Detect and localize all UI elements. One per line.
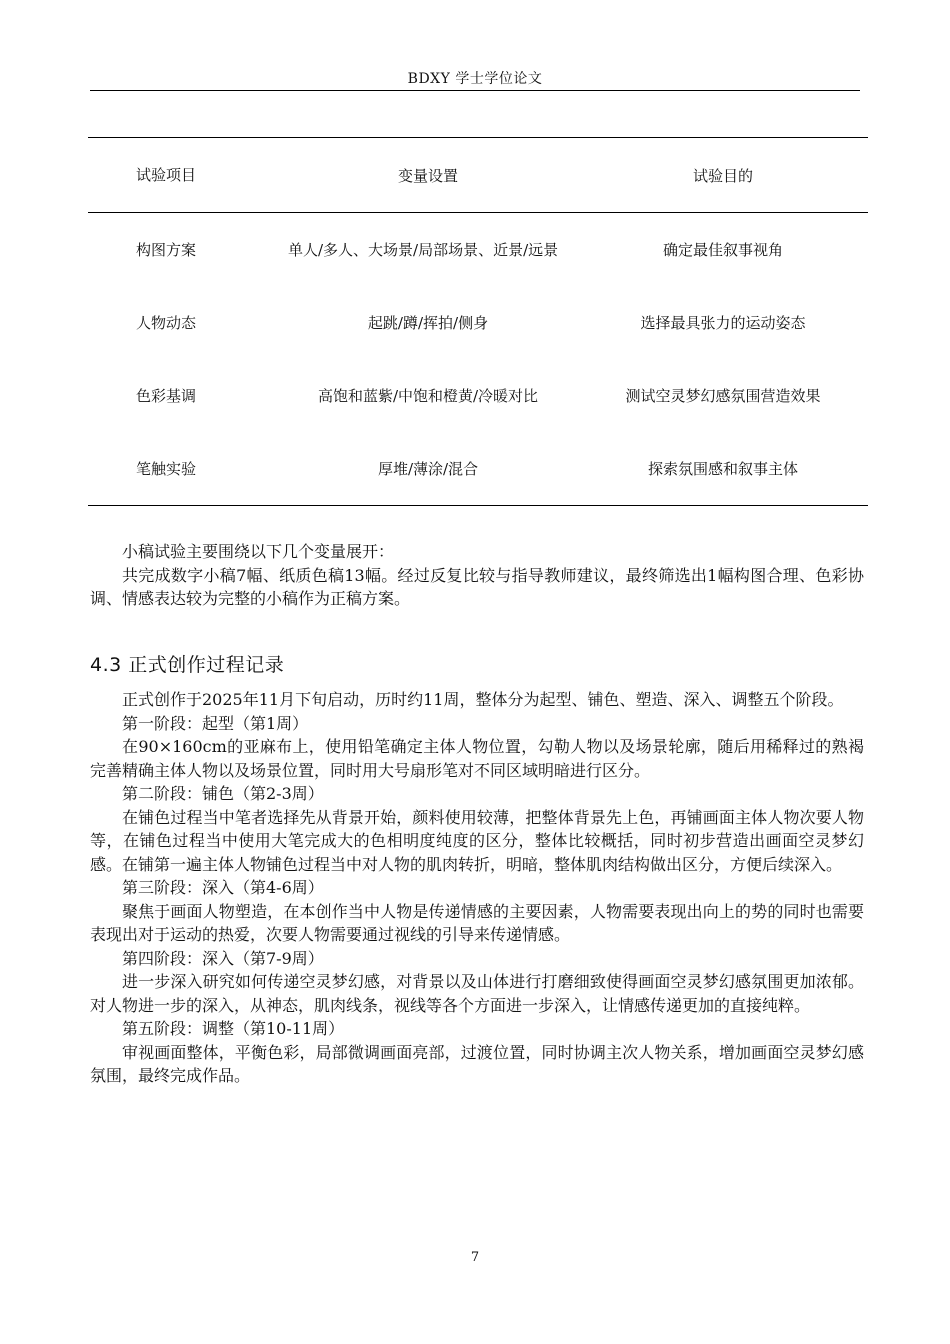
row-variables: 厚堆/薄涂/混合 [377,460,479,478]
page-number: 7 [470,1250,480,1265]
row-item: 构图方案 [136,240,197,259]
table-row [88,432,868,506]
experiment-table [88,137,858,506]
row-item: 色彩基调 [136,386,197,405]
row-variables: 高饱和蓝紫/中饱和橙黄/冷暖对比 [317,387,539,405]
header-item: 试验项目 [136,166,197,184]
section-body [90,688,864,1088]
stage-title: 第一阶段：起型（第1周） [122,713,309,733]
paragraph: 在90×160cm的亚麻布上，使用铅笔确定主体人物位置，勾勒人物以及场景轮廓，随后用稀释过的熟褐完善精确主体人物以及场景位置，同时用大号扇形笔对不同区域明暗进行区分。 [90,737,864,780]
paragraph: 小稿试验主要围绕以下几个变量展开： [122,542,395,561]
paragraph: 进一步深入研究如何传递空灵梦幻感，对背景以及山体进行打磨细致使得画面空灵梦幻感氛围更加浓郁。对人物进一步的深入，从神态，肌肉线条，视线等各个方面进一步深入，让情感传递更加的直接纯粹。 [90,972,864,1015]
stage-title: 第三阶段：深入（第4-6周） [122,878,324,897]
table-row [88,359,868,432]
row-variables: 起跳/蹲/挥拍/侧身 [367,314,489,332]
row-variables: 单人/多人、大场景/局部场景、近景/远景 [288,240,559,259]
stage-title: 第二阶段：铺色（第2-3周） [122,784,324,803]
row-purpose: 测试空灵梦幻感氛围营造效果 [625,386,821,405]
paragraph: 正式创作于2025年11月下旬启动，历时约11周，整体分为起型、铺色、塑造、深入、调整五个阶段。 [122,690,844,709]
paragraph: 审视画面整体，平衡色彩，局部微调画面亮部，过渡位置，同时协调主次人物关系，增加画面空灵梦幻感氛围，最终完成作品。 [90,1042,864,1085]
table-row [88,213,868,287]
row-item: 人物动态 [136,313,197,332]
paragraph: 在铺色过程当中笔者选择先从背景开始，颜料使用较薄，把整体背景先上色，再铺画面主体人物次要人物等，在铺色过程当中使用大笔完成大的色相明度纯度的区分，整体比较概括，同时初步营造出画面空灵梦幻感。在铺第一遍主体人物铺色过程当中对人物的肌肉转折，明暗，整体肌肉结构做出区分，方便后续深入。 [90,807,864,874]
paragraph: 聚焦于画面人物塑造，在本创作当中人物是传递情感的主要因素，人物需要表现出向上的势的同时也需要表现出对于运动的热爱，次要人物需要通过视线的引导来传递情感。 [90,901,864,944]
section-heading: 4.3 正式创作过程记录 [90,654,285,676]
row-purpose: 选择最具张力的运动姿态 [640,314,806,332]
table-row [88,286,868,359]
stage-title: 第五阶段：调整（第10-11周） [122,1019,345,1038]
row-item: 笔触实验 [136,459,197,478]
header-rule [90,90,860,91]
paragraph: 共完成数字小稿7幅、纸质色稿13幅。经过反复比较与指导教师建议，最终筛选出1幅构图合理、色彩协调、情感表达较为完整的小稿作为正稿方案。 [90,565,864,608]
stage-title: 第四阶段：深入（第7-9周） [122,948,324,968]
intro-text [90,540,864,611]
header-variables: 变量设置 [397,166,458,185]
page-header: BDXY 学士学位论文 [407,71,543,87]
header-purpose: 试验目的 [692,166,753,185]
row-purpose: 确定最佳叙事视角 [662,241,783,259]
row-purpose: 探索氛围感和叙事主体 [647,460,798,478]
table-header-row [88,138,868,213]
